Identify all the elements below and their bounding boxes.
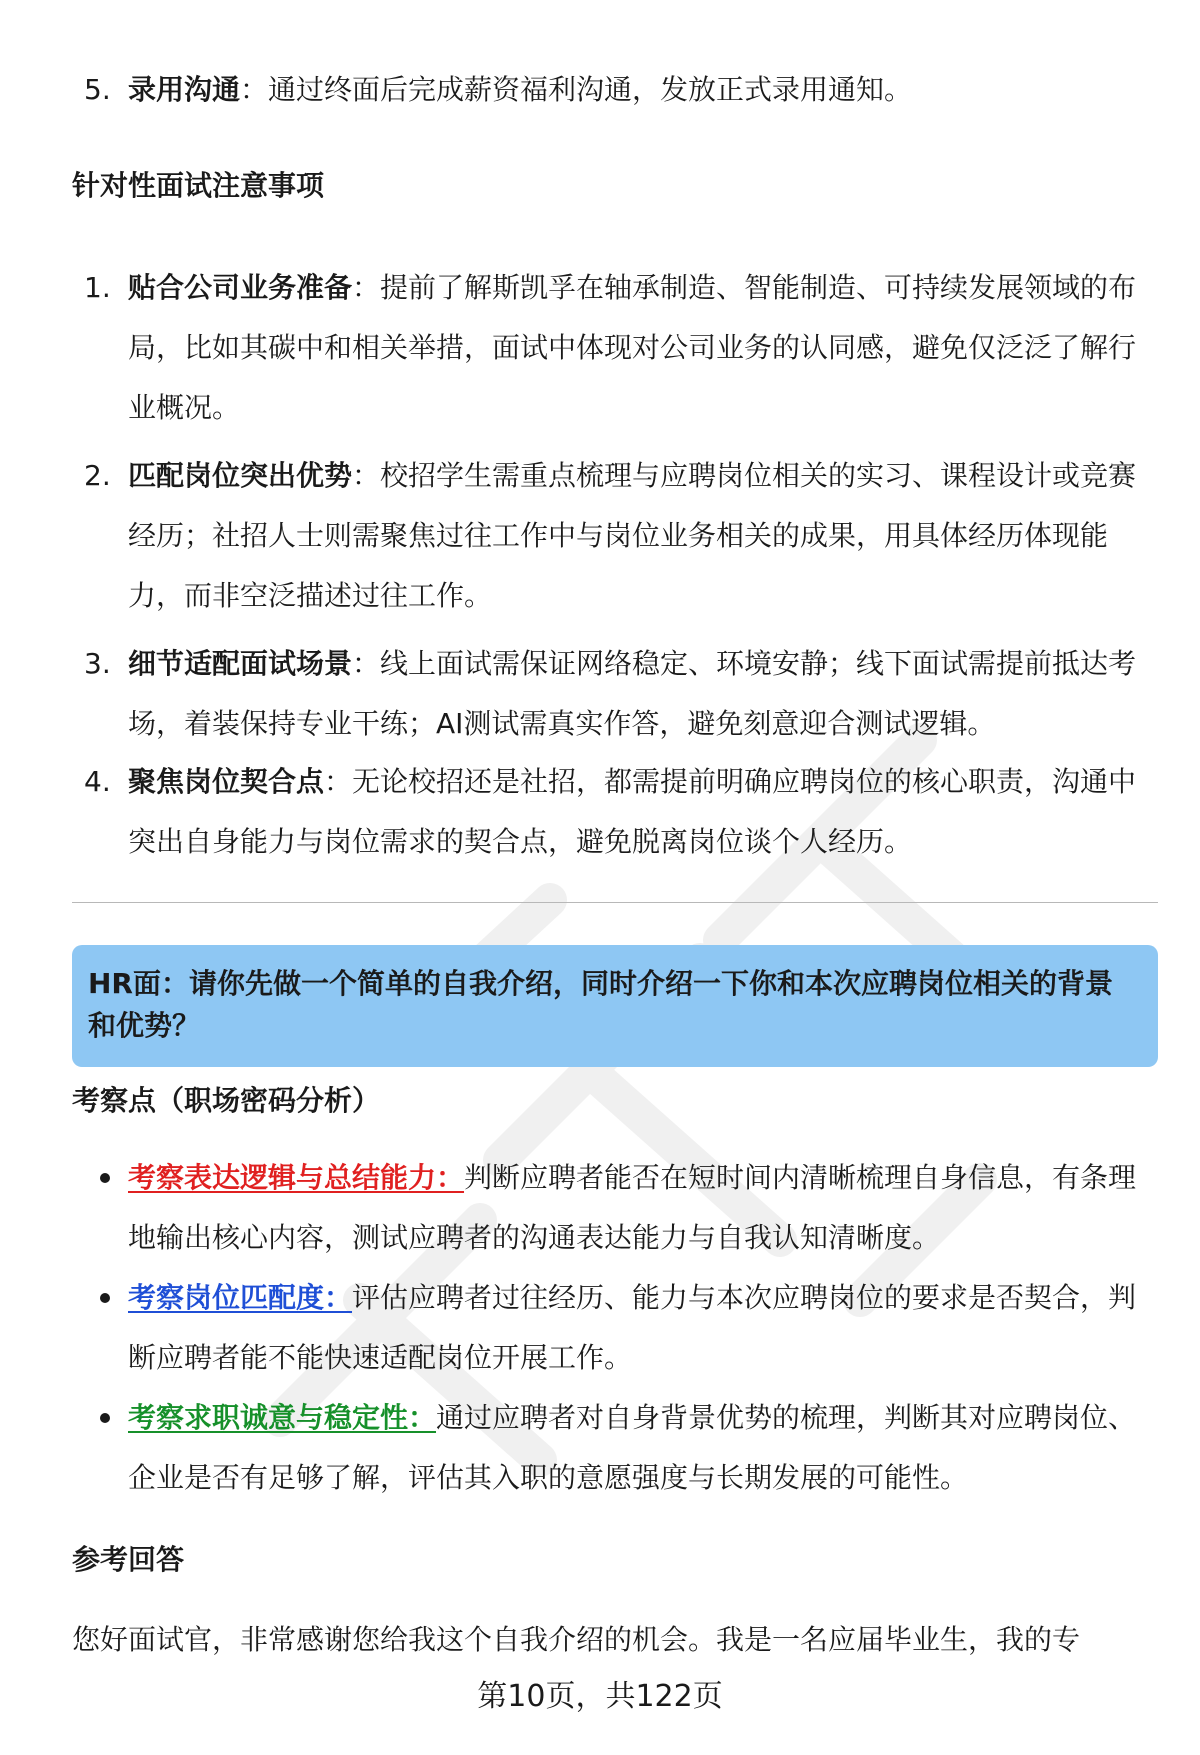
note-number: 1. [84, 271, 111, 304]
reference-text: 您好面试官，非常感谢您给我这个自我介绍的机会。我是一名应届毕业生，我的专 [72, 1623, 1081, 1656]
note-number: 3. [84, 647, 111, 680]
note-item [128, 634, 1138, 754]
step-number: 5. [84, 73, 111, 106]
analysis-item [128, 1268, 1138, 1388]
bullet-icon [100, 1293, 110, 1303]
note-item [128, 258, 1138, 438]
bullet-icon [100, 1413, 110, 1423]
analysis-text: 判断应聘者能否在短时间内清晰梳理自身信息，有条理地输出核心内容，测试应聘者的沟通表达能力与自我认知清晰度。 [128, 1161, 1137, 1254]
analysis-heading: 考察点（职场密码分析） [72, 1084, 381, 1117]
analysis-text: 评估应聘者过往经历、能力与本次应聘岗位的要求是否契合，判断应聘者能不能快速适配岗位开展工作。 [128, 1281, 1137, 1374]
step-title: 录用沟通 [128, 73, 241, 106]
analysis-item [128, 1388, 1138, 1508]
note-text: ：无论校招还是社招，都需提前明确应聘岗位的核心职责，沟通中突出自身能力与岗位需求的契合点，避免脱离岗位谈个人经历。 [128, 765, 1137, 858]
note-text: ：校招学生需重点梳理与应聘岗位相关的实习、课程设计或竞赛经历；社招人士则需聚焦过往工作中与岗位业务相关的成果，用具体经历体现能力，而非空泛描述过往工作。 [128, 459, 1137, 612]
step-description: ：通过终面后完成薪资福利沟通，发放正式录用通知。 [240, 73, 913, 106]
analysis-label: 考察求职诚意与稳定性： [128, 1401, 437, 1434]
note-title: 细节适配面试场景 [128, 647, 353, 680]
note-title: 贴合公司业务准备 [128, 271, 353, 304]
note-text: ：提前了解斯凯孚在轴承制造、智能制造、可持续发展领域的布局，比如其碳中和相关举措，面试中体现对公司业务的认同感，避免仅泛泛了解行业概况。 [128, 271, 1137, 424]
note-title: 匹配岗位突出优势 [128, 459, 353, 492]
note-title: 聚焦岗位契合点 [128, 765, 325, 798]
hr-question-callout: HR面：请你先做一个简单的自我介绍，同时介绍一下你和本次应聘岗位相关的背景和优势？ [72, 945, 1158, 1067]
section-divider [72, 902, 1158, 903]
reference-heading: 参考回答 [72, 1543, 185, 1576]
notes-heading: 针对性面试注意事项 [72, 169, 325, 202]
analysis-label: 考察表达逻辑与总结能力： [128, 1161, 465, 1194]
analysis-text: 通过应聘者对自身背景优势的梳理，判断其对应聘岗位、企业是否有足够了解，评估其入职的意愿强度与长期发展的可能性。 [128, 1401, 1137, 1494]
note-item [128, 446, 1138, 626]
page-number: 第10页，共122页 [477, 1679, 723, 1714]
note-text: ：线上面试需保证网络稳定、环境安静；线下面试需提前抵达考场，着装保持专业干练；AI测试需真实作答，避免刻意迎合测试逻辑。 [128, 647, 1137, 740]
note-item [128, 752, 1138, 872]
note-number: 4. [84, 765, 111, 798]
analysis-item [128, 1148, 1138, 1268]
note-number: 2. [84, 459, 111, 492]
analysis-label: 考察岗位匹配度： [128, 1281, 353, 1314]
bullet-icon [100, 1173, 110, 1183]
step-5-text [128, 60, 1138, 120]
